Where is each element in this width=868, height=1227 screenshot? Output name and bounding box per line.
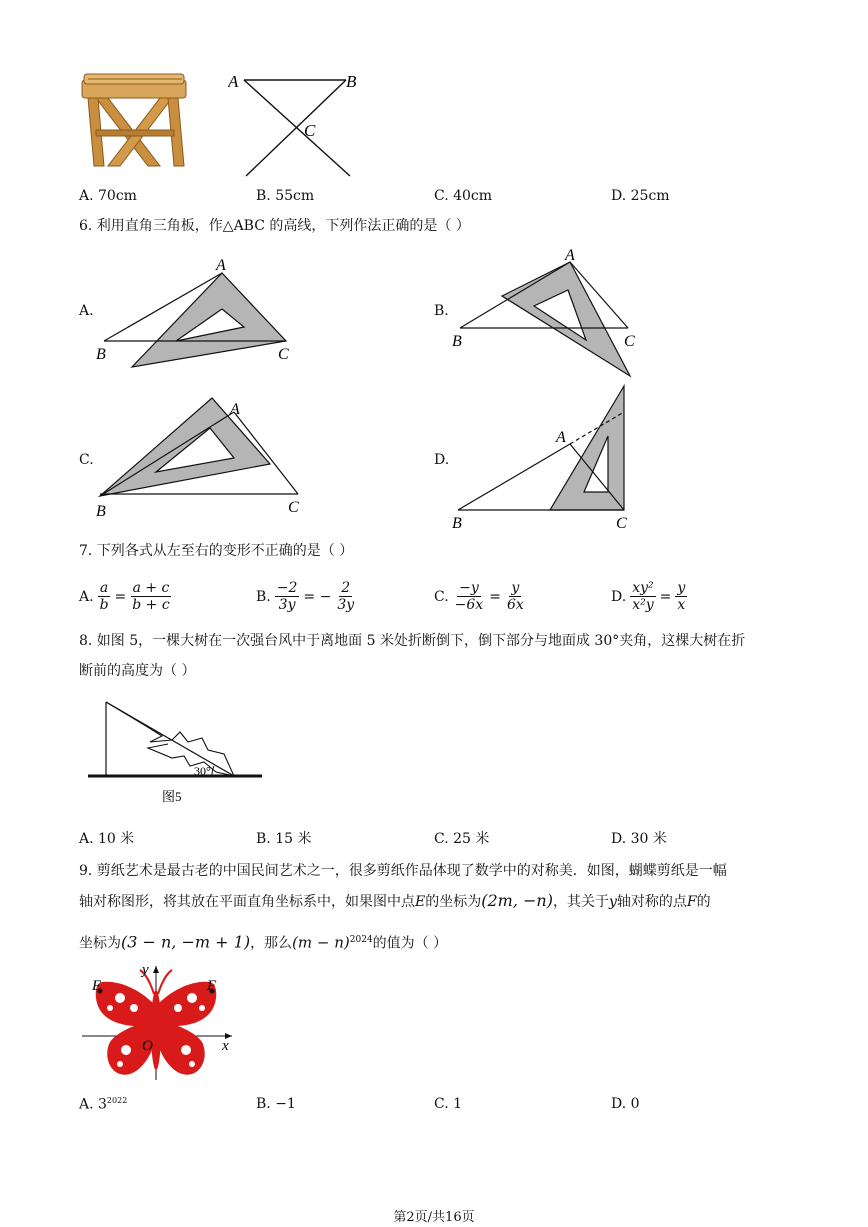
q5-option-b[interactable]: B. 55cm (256, 188, 315, 204)
q9-l2-e: 的 (696, 894, 711, 910)
origin-label: O (142, 1038, 153, 1054)
q6d-label-a: A (556, 429, 566, 446)
fig5-label-b: B (346, 72, 357, 91)
q7d-right-num: y (677, 580, 686, 596)
q9-l2-b: 的坐标为 (425, 894, 482, 910)
butterfly-label-e: E (92, 978, 102, 994)
q7a-right-fraction (130, 580, 171, 613)
q7d-equals: = (659, 588, 672, 605)
q7d-right-fraction (675, 580, 687, 613)
q9-point-f: F (686, 894, 697, 910)
butterfly-label-f: F (207, 978, 217, 994)
page-footer: 第2页/共16页 (393, 1210, 475, 1225)
q6-stem: 6. 利用直角三角板，作△ABC 的高线，下列作法正确的是（ ） (79, 218, 470, 234)
q7a-equals: = (114, 588, 127, 605)
q7-option-b[interactable] (256, 580, 356, 613)
q7d-right-den: x (677, 597, 686, 613)
q7c-letter: C. (434, 588, 449, 605)
q9a-exponent: 2022 (106, 1096, 128, 1105)
q7b-letter: B. (256, 588, 271, 605)
q7a-right-num: a + c (132, 580, 170, 596)
q7c-left-den: −6x (454, 597, 484, 613)
q9-stem-line1: 9. 剪纸艺术是最古老的中国民间艺术之一，很多剪纸作品体现了数学中的对称美．如图，蝴蝶剪纸是一幅 (79, 863, 727, 879)
q6c-label-b: B (96, 503, 106, 520)
q6-figure-a (94, 255, 304, 370)
q6a-label-a: A (216, 257, 226, 274)
x-axis-label: x (222, 1038, 229, 1054)
q6-option-d[interactable]: D. (434, 452, 450, 468)
folding-stool-image (78, 68, 190, 172)
q7c-right-den: 6x (506, 597, 524, 613)
q8-stem-line2: 断前的高度为（ ） (79, 663, 196, 679)
q7c-right-num: y (511, 580, 520, 596)
q9-option-b[interactable]: B. −1 (256, 1096, 296, 1112)
q7c-left-num: −y (459, 580, 479, 596)
q9-l2-a: 轴对称图形，将其放在平面直角坐标系中，如果图中点 (79, 894, 415, 910)
q9-l3-b: ，那么 (250, 935, 293, 952)
q7d-left-fraction (630, 580, 655, 613)
q8-option-a[interactable]: A. 10 米 (79, 831, 135, 847)
q9-exponent: 2024 (349, 935, 373, 945)
q6c-label-c: C (288, 499, 299, 516)
q9-option-c[interactable]: C. 1 (434, 1096, 463, 1112)
q7c-right-fraction (505, 580, 526, 613)
q9-stem-line2 (79, 891, 711, 912)
q9-l2-d: 轴对称的点 (616, 894, 687, 910)
q7c-left-fraction (453, 580, 486, 613)
q6-option-a[interactable]: A. (79, 303, 94, 319)
q7d-left-num: xy² (632, 580, 654, 596)
q7-stem: 7. 下列各式从左至右的变形不正确的是（ ） (79, 543, 354, 559)
q9-point-e: E (415, 894, 426, 910)
butterfly-figure (80, 960, 240, 1084)
q6-option-b[interactable]: B. (434, 303, 449, 319)
q7b-right-den: 3y (337, 597, 355, 613)
q8-stem-line1: 8. 如图 5，一棵大树在一次强台风中于离地面 5 米处折断倒下，倒下部分与地面成 30°夹角，这棵大树在折 (79, 633, 746, 649)
q9-option-a[interactable] (79, 1096, 127, 1113)
q6-figure-c (94, 392, 308, 520)
q7-option-a[interactable] (79, 580, 172, 613)
q7b-left-num: −2 (276, 580, 298, 596)
q7b-left-den: 3y (278, 597, 296, 613)
q9-l2-c: ，其关于 (552, 894, 609, 910)
q8-option-b[interactable]: B. 15 米 (256, 831, 312, 847)
q7a-right-den: b + c (132, 597, 170, 613)
q8-option-c[interactable]: C. 25 米 (434, 831, 490, 847)
q7b-right-num: 2 (341, 580, 351, 596)
q6a-label-b: B (96, 346, 106, 363)
q9a-text: A. 3 (79, 1096, 107, 1113)
q8-option-d[interactable]: D. 30 米 (611, 831, 667, 847)
q6d-label-c: C (616, 515, 627, 530)
q6-figure-d (450, 382, 640, 530)
q9-coord-e: (2m, −n) (481, 891, 553, 910)
q7a-left-den: b (99, 597, 109, 613)
q7b-right-fraction (335, 580, 356, 613)
q9-l3-c: 的值为（ ） (372, 935, 448, 952)
q7c-equals: = (489, 588, 501, 605)
q5-option-a[interactable]: A. 70cm (79, 188, 137, 204)
q6b-label-c: C (624, 333, 635, 350)
q6c-label-a: A (230, 401, 240, 418)
q6d-label-b: B (452, 515, 462, 530)
broken-tree-figure (84, 696, 266, 808)
crossing-legs-figure (228, 70, 360, 178)
q9-option-d[interactable]: D. 0 (611, 1096, 640, 1112)
q6b-label-a: A (565, 248, 575, 264)
q7b-equals: = − (303, 588, 332, 605)
q7a-left-num: a (99, 580, 109, 596)
q6-option-c[interactable]: C. (79, 452, 94, 468)
angle-label: 30° (194, 764, 211, 778)
q6-figure-b (450, 248, 640, 378)
q7d-left-den: x²y (632, 597, 654, 613)
figure-caption: 图5 (162, 789, 182, 804)
q7a-letter: A. (79, 588, 94, 605)
q5-option-d[interactable]: D. 25cm (611, 188, 670, 204)
q6a-label-c: C (278, 346, 289, 363)
q9-expr: (m − n) (292, 933, 350, 952)
q6b-label-b: B (452, 333, 462, 350)
q5-option-c[interactable]: C. 40cm (434, 188, 493, 204)
q9-coord-f: (3 − n, −m + 1) (121, 932, 251, 952)
q9-axis-y: y (608, 894, 617, 910)
q7-option-d[interactable] (611, 580, 687, 613)
q7-option-c[interactable] (434, 580, 526, 613)
q7a-left-fraction (98, 580, 111, 613)
fig5-label-a: A (228, 72, 239, 91)
q9-stem-line3 (79, 930, 447, 954)
q7d-letter: D. (611, 588, 627, 605)
q9-l3-a: 坐标为 (79, 935, 121, 952)
fig5-label-c: C (304, 121, 316, 140)
q7b-left-fraction (275, 580, 300, 613)
y-axis-label: y (142, 962, 149, 978)
